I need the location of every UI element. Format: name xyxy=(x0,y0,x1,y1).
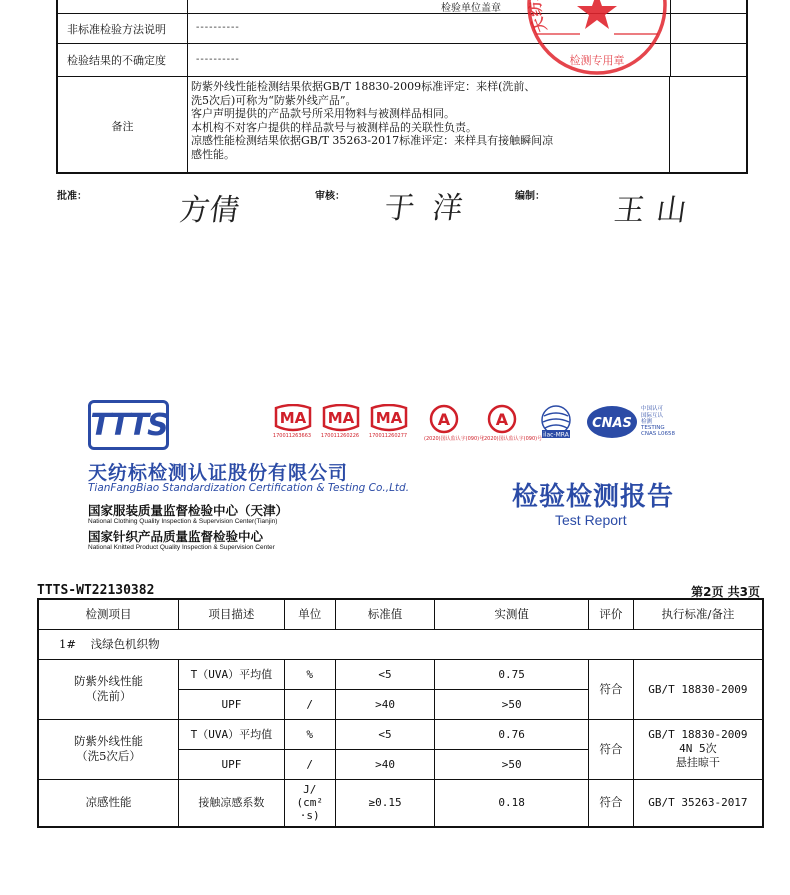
cnas-text: CNAS L0658 xyxy=(641,431,676,438)
eval-cell: 符合 xyxy=(588,779,633,827)
cal-icon xyxy=(486,404,518,434)
note-line: 4N 5次 xyxy=(679,742,717,755)
std-cell: <5 xyxy=(335,659,435,689)
measured-cell: 0.76 xyxy=(435,719,588,749)
nonstandard-method-value: ---------- xyxy=(196,22,240,33)
test-results-table xyxy=(37,598,764,828)
svg-text:A: A xyxy=(437,410,451,429)
approve-label: 批准： xyxy=(57,191,87,202)
cal-icon xyxy=(428,404,460,434)
cal-mark-2 xyxy=(482,404,543,442)
compile-label: 编制： xyxy=(515,191,545,202)
company-name-en: TianFangBiao Standardization Certification & Testing Co.,Ltd. xyxy=(88,482,410,494)
note-cell xyxy=(633,659,763,719)
cert-number: 170011260226 xyxy=(320,433,360,439)
nonstandard-method-label: 非标准检验方法说明 xyxy=(58,14,188,43)
center2-name-cn: 国家针织产品质量监督检验中心 xyxy=(88,529,264,544)
unit-cell: / xyxy=(284,689,335,719)
cnas-text: TESTING xyxy=(641,425,665,432)
measured-cell: >50 xyxy=(435,689,588,719)
cma-icon xyxy=(320,404,362,432)
desc-cell: T（UVA）平均值 xyxy=(179,719,285,749)
remarks-label: 备注 xyxy=(58,77,188,174)
cma-icon xyxy=(368,404,410,432)
header-cell: 执行标准/备注 xyxy=(633,599,763,629)
svg-text:MA: MA xyxy=(327,409,355,427)
note-line: 悬挂晾干 xyxy=(675,756,720,769)
unit-cell: % xyxy=(284,659,335,689)
item-cell xyxy=(38,779,179,827)
remark-line: 感性能。 xyxy=(191,147,235,161)
review-label: 审核： xyxy=(315,191,345,202)
table-row xyxy=(38,779,763,827)
review-signature: 于洋 xyxy=(382,191,483,226)
header-cell: 单位 xyxy=(284,599,335,629)
cma-mark-2 xyxy=(320,404,360,440)
cma-mark-3 xyxy=(368,404,408,440)
item-name: 防紫外线性能 xyxy=(74,674,144,688)
page-indicator: 第2页 共3页 xyxy=(691,585,760,599)
remark-line: 凉感性能检测结果依据GB/T 35263-2017标准评定：来样具有接触瞬间凉 xyxy=(191,134,554,148)
ilac-mra-mark xyxy=(536,404,576,440)
measured-cell: 0.18 xyxy=(435,779,588,827)
svg-text:MA: MA xyxy=(279,409,307,427)
cnas-mark xyxy=(586,404,675,440)
approve-signature: 方倩 xyxy=(177,193,242,228)
table-header-row xyxy=(38,599,763,629)
uncertainty-value: ---------- xyxy=(196,54,240,65)
note-line: GB/T 18830-2009 xyxy=(648,682,748,696)
report-number: TTTS-WT22130382 xyxy=(37,583,155,598)
std-cell: <5 xyxy=(335,719,435,749)
cert-number: (2020)国认监认字(090)号 xyxy=(482,436,543,442)
remark-line: 洗5次后)可称为“防紫外线产品”。 xyxy=(191,93,357,107)
header-cell: 检测项目 xyxy=(38,599,179,629)
note-line: GB/T 35263-2017 xyxy=(648,796,748,810)
unit-cell: / xyxy=(284,749,335,779)
svg-text:ilac-MRA: ilac-MRA xyxy=(543,431,569,439)
table-row xyxy=(38,719,763,749)
cert-number: 170011263663 xyxy=(272,433,312,439)
item-cell xyxy=(38,719,179,779)
note-cell xyxy=(633,719,763,779)
item-condition: （洗5次后） xyxy=(76,749,141,763)
item-condition: （洗前） xyxy=(85,689,132,703)
inspection-stamp-icon xyxy=(522,0,672,80)
item-name: 凉感性能 xyxy=(85,795,132,810)
item-cell xyxy=(38,659,179,719)
unit-line: (cm² xyxy=(296,796,323,810)
unit-line: ·s) xyxy=(299,809,320,823)
stamp-caption: 检验单位盖章 xyxy=(441,3,501,14)
center2-name-en: National Knitted Product Quality Inspection & Supervision Center xyxy=(88,544,275,551)
ilac-mra-icon xyxy=(536,404,576,440)
desc-cell: 接触凉感系数 xyxy=(179,779,285,827)
remark-line: 防紫外线性能检测结果依据GB/T 18830-2009标准评定：来样(洗前、 xyxy=(191,80,536,93)
sample-row xyxy=(38,629,763,659)
item-name: 防紫外线性能 xyxy=(74,734,144,748)
cert-number: 170011260277 xyxy=(368,433,408,439)
stamp-center-text: 检测专用章 xyxy=(569,54,625,67)
cnas-text: 国际互认 xyxy=(641,412,664,419)
unit-cell: % xyxy=(284,719,335,749)
cma-icon xyxy=(272,404,314,432)
cma-mark-1 xyxy=(272,404,312,440)
center1-name-cn: 国家服装质量监督检验中心（天津） xyxy=(88,503,289,518)
eval-cell: 符合 xyxy=(588,719,633,779)
report-title-cn: 检验检测报告 xyxy=(512,482,675,512)
table-row xyxy=(38,659,763,689)
cnas-text: 中国认可 xyxy=(641,406,664,413)
remark-line: 客户声明提供的产品款号所采用物料与被测样品相同。 xyxy=(191,107,455,121)
sample-name: 1# 浅绿色机织物 xyxy=(38,629,763,659)
measured-cell: >50 xyxy=(435,749,588,779)
measured-cell: 0.75 xyxy=(435,659,588,689)
cal-mark-1 xyxy=(424,404,485,442)
cnas-side-text xyxy=(641,406,675,437)
report-title-en: Test Report xyxy=(555,512,627,528)
center1-name-en: National Clothing Quality Inspection & Supervision Center(Tianjin) xyxy=(88,518,278,525)
unit-cell xyxy=(284,779,335,827)
cnas-icon xyxy=(586,404,638,440)
header-cell: 评价 xyxy=(588,599,633,629)
certification-marks xyxy=(272,404,675,440)
desc-cell: T（UVA）平均值 xyxy=(179,659,285,689)
svg-text:CNAS: CNAS xyxy=(592,416,632,431)
header-cell: 项目描述 xyxy=(179,599,285,629)
header-cell: 实测值 xyxy=(435,599,588,629)
desc-cell: UPF xyxy=(179,749,285,779)
note-line: GB/T 18830-2009 xyxy=(648,728,748,741)
tts-logo: TTTS xyxy=(88,400,169,450)
compile-signature: 王山 xyxy=(612,193,701,228)
std-cell: >40 xyxy=(335,749,435,779)
header-cell: 标准值 xyxy=(335,599,435,629)
svg-text:MA: MA xyxy=(375,409,403,427)
remark-line: 本机构不对客户提供的样品款号与被测样品的关联性负责。 xyxy=(191,120,477,134)
uncertainty-label: 检验结果的不确定度 xyxy=(58,44,188,76)
remarks-text xyxy=(188,77,670,174)
svg-text:A: A xyxy=(495,410,509,429)
note-cell xyxy=(633,779,763,827)
std-cell: ≥0.15 xyxy=(335,779,435,827)
stamp-ring-left: 天纺 xyxy=(525,0,551,36)
std-cell: >40 xyxy=(335,689,435,719)
company-name-cn: 天纺标检测认证股份有限公司 xyxy=(88,462,349,484)
eval-cell: 符合 xyxy=(588,659,633,719)
remarks-row xyxy=(58,77,746,174)
desc-cell: UPF xyxy=(179,689,285,719)
unit-line: J/ xyxy=(303,783,317,797)
cnas-text: 检测 xyxy=(641,418,653,425)
cert-number: (2020)国认监认字(090)号 xyxy=(424,436,485,442)
